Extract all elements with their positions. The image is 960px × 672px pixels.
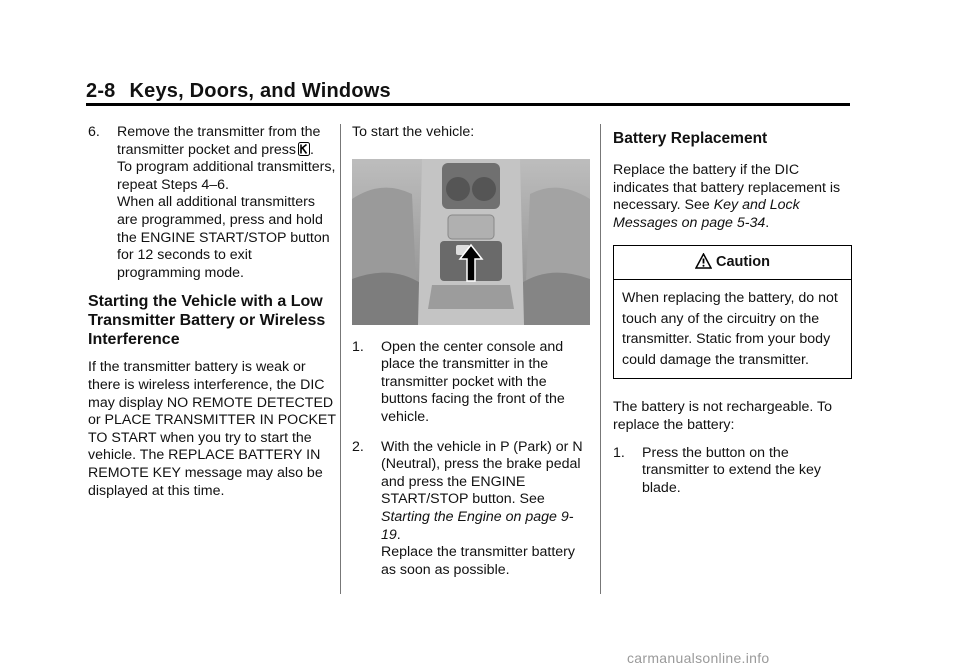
section-title: Keys, Doors, and Windows	[129, 80, 391, 102]
header-rule	[86, 103, 850, 106]
caution-triangle-icon	[695, 253, 712, 269]
column-divider	[600, 124, 601, 594]
step-6	[88, 124, 336, 282]
step-number: 2.	[352, 438, 364, 455]
watermark: carmanualsonline.info	[627, 650, 770, 666]
step-note: Replace the transmitter battery as soon as possible.	[381, 544, 575, 578]
page-number: 2-8	[86, 80, 116, 102]
step-1	[613, 445, 853, 498]
cross-reference-link[interactable]: Key and Lock Messages on page 5-34	[613, 197, 800, 231]
step-2	[352, 439, 592, 580]
column-3	[613, 124, 853, 497]
step-1	[352, 339, 592, 427]
body-paragraph: If the transmitter battery is weak or there is wireless interference, the DIC may display NO REMOTE DETECTED or PLACE TRANSMITTER IN POCKET TO START when you try to start the vehicle. The REPLACE BATTERY IN REMOTE KEY message may also be displayed at this time.	[88, 359, 336, 499]
step-number: 1.	[352, 338, 364, 355]
body-paragraph: The battery is not rechargeable. To replace the battery:	[613, 399, 832, 433]
caution-box	[613, 245, 852, 379]
center-console-photo	[352, 159, 590, 325]
step-text: Open the center console and place the transmitter in the transmitter pocket with the buttons facing the front of the vehicle.	[381, 338, 565, 425]
step-note: When all additional transmitters are programmed, press and hold the ENGINE START/STOP button for 12 seconds to exit programming mode.	[117, 194, 330, 281]
vehicle-key-button-icon	[298, 142, 310, 156]
step-note: To program additional transmitters, repeat Steps 4–6.	[117, 159, 336, 193]
step-text: Press the button on the transmitter to extend the key blade.	[642, 444, 822, 496]
column-divider	[340, 124, 341, 594]
caution-title: Caution	[716, 254, 770, 271]
body-paragraph: Replace the battery if the DIC indicates that battery replacement is necessary. See Key and Lock Messages on page 5-34.	[613, 162, 841, 231]
intro-text: To start the vehicle:	[352, 124, 475, 140]
step-text: Remove the transmitter from the transmitter pocket and press .	[117, 124, 321, 158]
caution-header	[614, 246, 851, 280]
column-2	[352, 124, 592, 579]
section-heading: Starting the Vehicle with a Low Transmitter Battery or Wireless Interference	[88, 293, 326, 349]
page-header	[86, 80, 391, 103]
step-number: 1.	[613, 444, 625, 461]
cross-reference-link[interactable]: Starting the Engine on page 9-19	[381, 508, 574, 543]
section-heading: Battery Replacement	[613, 130, 768, 147]
caution-text: When replacing the battery, do not touch any of the circuitry on the transmitter. Static from your body could damage the transmitter.	[622, 290, 838, 368]
step-text: With the vehicle in P (Park) or N (Neutral), press the brake pedal and press the ENGINE START/STOP button. See Starting the Engine on page 9-19.	[381, 438, 583, 543]
column-1	[88, 124, 336, 500]
step-number: 6.	[88, 124, 100, 140]
